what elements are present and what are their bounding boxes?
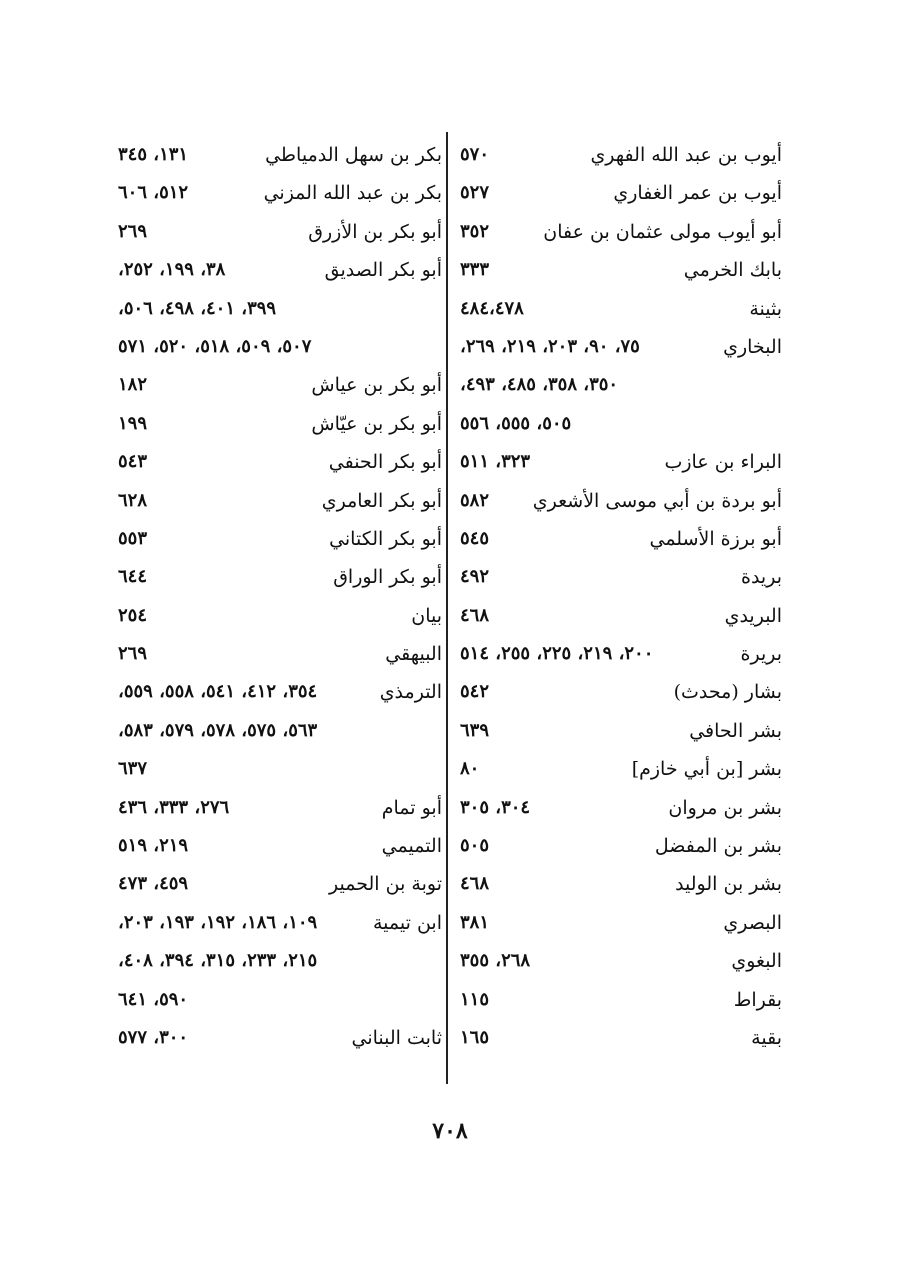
entry-name: بشر الحافي: [689, 719, 782, 742]
index-entry: [452, 714, 782, 752]
index-entry: [452, 599, 782, 637]
entry-name: بشر بن مروان: [668, 796, 782, 819]
index-entry: [452, 867, 782, 905]
index-entry: [452, 791, 782, 829]
entry-page-numbers: ٢٦٨، ٣٥٥: [460, 950, 531, 972]
page-number: ٧٠٨: [432, 1118, 468, 1144]
entry-page-numbers: ٥٢٧: [460, 182, 490, 204]
index-entry: [112, 675, 442, 713]
index-entry: [452, 292, 782, 330]
entry-name: أبو أيوب مولى عثمان بن عفان: [543, 220, 782, 243]
entry-page-numbers: ١٦٥: [460, 1026, 490, 1048]
entry-name: بريدة: [741, 566, 782, 589]
index-entry: [452, 407, 782, 445]
entry-name: بابك الخرمي: [683, 259, 782, 282]
entry-page-numbers: ٣٥٢: [460, 220, 490, 242]
entry-page-numbers: ٥٦٣، ٥٧٥، ٥٧٨، ٥٧٩، ٥٨٣،: [118, 719, 318, 741]
index-entry: [452, 176, 782, 214]
entry-name: أبو بكر بن عيّاش: [311, 412, 442, 435]
index-entry: [112, 829, 442, 867]
entry-name: أبو بكر بن عياش: [311, 374, 442, 397]
index-entry: [452, 983, 782, 1021]
index-entry: [452, 675, 782, 713]
entry-page-numbers: ٣٨١: [460, 911, 490, 933]
index-entry: [112, 215, 442, 253]
entry-page-numbers: ٤٦٨: [460, 604, 490, 626]
entry-page-numbers: ٦٣٩: [460, 719, 490, 741]
entry-name: أبو برزة الأسلمي: [649, 527, 782, 550]
index-entry: [112, 867, 442, 905]
entry-page-numbers: ١٣١، ٣٤٥: [118, 144, 189, 165]
index-entry: [452, 1021, 782, 1059]
entry-page-numbers: ٨٠: [460, 758, 480, 780]
entry-name: أبو بكر الصديق: [324, 259, 442, 282]
index-entry: [112, 983, 442, 1021]
entry-page-numbers: ٥١٢، ٦٠٦: [118, 182, 189, 204]
entry-page-numbers: ٢٦٩: [118, 220, 148, 242]
index-entry: [112, 791, 442, 829]
entry-page-numbers: ٢٧٦، ٣٣٣، ٤٣٦: [118, 796, 230, 818]
entry-name: بقية: [751, 1026, 782, 1049]
entry-page-numbers: ٣٠٠، ٥٧٧: [118, 1026, 189, 1048]
entry-page-numbers: ٦٤٤: [118, 566, 148, 588]
entry-page-numbers: ٢٦٩: [118, 643, 148, 665]
entry-name: أيوب بن عبد الله الفهري: [590, 144, 782, 166]
index-entry: [112, 330, 442, 368]
index-entry: [112, 484, 442, 522]
entry-name: أيوب بن عمر الغفاري: [613, 182, 782, 205]
index-entry: [112, 1021, 442, 1059]
entry-page-numbers: ٥٠٧، ٥٠٩، ٥١٨، ٥٢٠، ٥٧١: [118, 335, 312, 357]
entry-name: ابن تيمية: [373, 911, 442, 934]
entry-name: أبو بكر العامري: [321, 489, 442, 512]
entry-name: بشر [بن أبي خازم]: [631, 758, 782, 781]
index-column-right: [452, 138, 782, 1059]
entry-name: أبو بكر بن الأزرق: [308, 220, 442, 243]
column-divider: [446, 132, 448, 1084]
entry-name: بشر بن المفضل: [654, 835, 782, 858]
entry-name: بشار (محدث): [673, 681, 782, 704]
entry-page-numbers: ١٩٩: [118, 412, 148, 434]
index-entry: [112, 906, 442, 944]
entry-page-numbers: ٥٧٠: [460, 144, 490, 165]
entry-name: البريدي: [724, 604, 782, 627]
entry-page-numbers: ١١٥: [460, 988, 490, 1010]
entry-page-numbers: ٥٩٠، ٦٤١: [118, 988, 189, 1010]
entry-page-numbers: ١٨٢: [118, 374, 148, 396]
index-entry: [112, 752, 442, 790]
entry-page-numbers: ٢٠٠، ٢١٩، ٢٢٥، ٢٥٥، ٥١٤: [460, 643, 654, 665]
index-entry: [112, 560, 442, 598]
entry-name: ثابت البناني: [351, 1026, 442, 1049]
entry-page-numbers: ٧٥، ٩٠، ٢٠٣، ٢١٩، ٢٦٩،: [460, 335, 640, 357]
entry-name: بكر بن سهل الدمياطي: [265, 144, 442, 166]
index-entry: [112, 368, 442, 406]
entry-name: التميمي: [381, 835, 442, 858]
entry-name: أبو تمام: [381, 796, 442, 819]
entry-page-numbers: ٥٠٥، ٥٥٥، ٥٥٦: [460, 412, 572, 434]
entry-page-numbers: ٥٠٥: [460, 835, 490, 857]
index-entry: [112, 407, 442, 445]
entry-name: بشر بن الوليد: [675, 873, 782, 896]
index-column-left: [112, 138, 442, 1059]
entry-name: البغوي: [731, 950, 782, 973]
index-entry: [452, 368, 782, 406]
entry-page-numbers: ٢٥٤: [118, 604, 148, 626]
entry-page-numbers: ٣٥٠، ٣٥٨، ٤٨٥، ٤٩٣،: [460, 374, 619, 396]
entry-page-numbers: ٣٩٩، ٤٠١، ٤٩٨، ٥٠٦،: [118, 297, 277, 319]
entry-name: بريرة: [740, 643, 782, 666]
entry-page-numbers: ٣٠٤، ٣٠٥: [460, 796, 531, 818]
entry-page-numbers: ٣٣٣: [460, 259, 490, 281]
entry-name: البخاري: [723, 335, 782, 358]
index-entry: [452, 215, 782, 253]
entry-page-numbers: ٥٤٢: [460, 681, 490, 703]
entry-page-numbers: ٢١٩، ٥١٩: [118, 835, 189, 857]
index-entry: [112, 522, 442, 560]
index-entry: [112, 176, 442, 214]
entry-page-numbers: ٥٥٣: [118, 527, 148, 549]
index-entry: [452, 253, 782, 291]
entry-name: البراء بن عازب: [664, 451, 782, 474]
entry-name: أبو بكر الكتاني: [329, 527, 442, 550]
entry-name: الترمذي: [379, 681, 442, 704]
entry-name: بكر بن عبد الله المزني: [263, 182, 442, 205]
index-entry: [112, 599, 442, 637]
index-entry: [452, 906, 782, 944]
index-entry: [112, 253, 442, 291]
entry-page-numbers: ٣٢٣، ٥١١: [460, 451, 531, 473]
index-entry: [112, 445, 442, 483]
index-entry: [112, 637, 442, 675]
index-entry: [452, 522, 782, 560]
entry-page-numbers: ٣٨، ١٩٩، ٢٥٢،: [118, 259, 226, 281]
entry-page-numbers: ٦٣٧: [118, 758, 148, 780]
index-entry: [452, 637, 782, 675]
entry-name: البيهقي: [385, 643, 442, 666]
entry-page-numbers: ٥٤٣: [118, 451, 148, 473]
index-entry: [452, 445, 782, 483]
index-entry: [452, 944, 782, 982]
entry-name: أبو بكر الوراق: [333, 566, 442, 589]
entry-name: البصري: [723, 911, 782, 934]
entry-page-numbers: ٦٢٨: [118, 489, 148, 511]
entry-name: بثينة: [749, 297, 782, 320]
entry-name: بيان: [411, 604, 442, 627]
index-entry: [112, 714, 442, 752]
entry-name: أبو بردة بن أبي موسى الأشعري: [532, 489, 782, 512]
index-entry: [452, 330, 782, 368]
entry-page-numbers: ٤٥٩، ٤٧٣: [118, 873, 189, 895]
index-entry: [452, 484, 782, 522]
entry-page-numbers: ١٠٩، ١٨٦، ١٩٢، ١٩٣، ٢٠٣،: [118, 911, 318, 933]
entry-name: توبة بن الحمير: [329, 873, 442, 896]
entry-page-numbers: ٥٨٢: [460, 489, 490, 511]
index-entry: [112, 138, 442, 176]
entry-name: بقراط: [733, 988, 782, 1011]
entry-page-numbers: ٤٨٤،٤٧٨: [460, 297, 524, 319]
entry-page-numbers: ٤٦٨: [460, 873, 490, 895]
index-entry: [112, 292, 442, 330]
index-entry: [112, 944, 442, 982]
index-entry: [452, 829, 782, 867]
entry-page-numbers: ٥٤٥: [460, 527, 490, 549]
index-entry: [452, 138, 782, 176]
entry-page-numbers: ٤٩٢: [460, 566, 490, 588]
index-entry: [452, 752, 782, 790]
index-entry: [452, 560, 782, 598]
entry-page-numbers: ٢١٥، ٢٣٣، ٣١٥، ٣٩٤، ٤٠٨،: [118, 950, 318, 972]
entry-name: أبو بكر الحنفي: [328, 451, 442, 474]
entry-page-numbers: ٣٥٤، ٤١٢، ٥٤١، ٥٥٨، ٥٥٩،: [118, 681, 318, 703]
